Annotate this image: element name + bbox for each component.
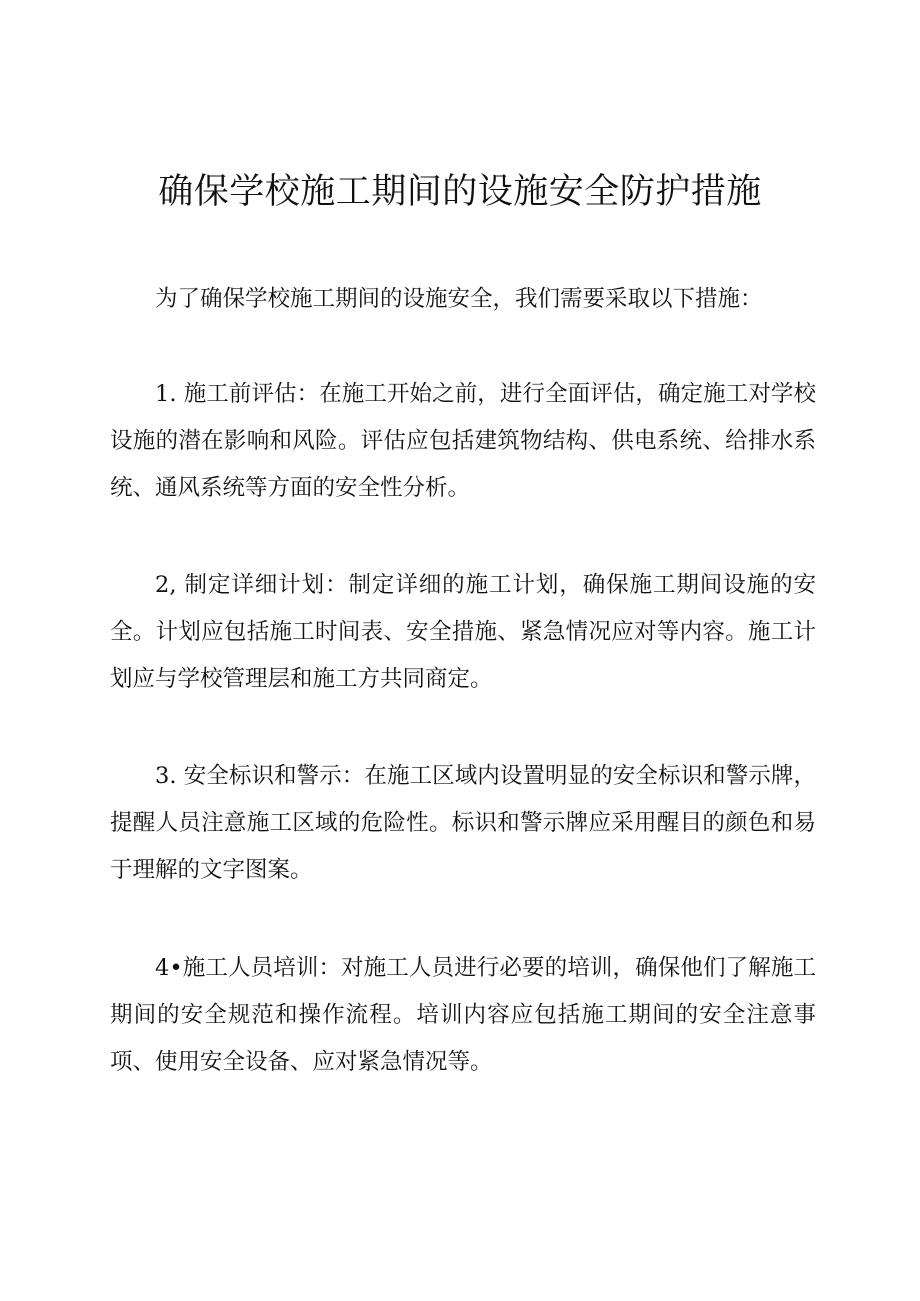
measure-paragraph-2: 2, 制定详细计划：制定详细的施工计划，确保施工期间设施的安全。计划应包括施工时间表、安全措施、紧急情况应对等内容。施工计划应与学校管理层和施工方共同商定。 [110, 572, 816, 692]
document-title: 确保学校施工期间的设施安全防护措施 [158, 172, 762, 212]
measure-paragraph-3: 3. 安全标识和警示：在施工区域内设置明显的安全标识和警示牌，提醒人员注意施工区域的危险性。标识和警示牌应采用醒目的颜色和易于理解的文字图案。 [110, 763, 816, 883]
intro-paragraph: 为了确保学校施工期间的设施安全，我们需要采取以下措施： [155, 286, 763, 312]
measure-paragraph-1: 1. 施工前评估：在施工开始之前，进行全面评估，确定施工对学校设施的潜在影响和风险。评估应包括建筑物结构、供电系统、给排水系统、通风系统等方面的安全性分析。 [110, 381, 816, 501]
measure-paragraph-4: 4•施工人员培训：对施工人员进行必要的培训，确保他们了解施工期间的安全规范和操作流程。培训内容应包括施工期间的安全注意事项、使用安全设备、应对紧急情况等。 [110, 955, 816, 1075]
